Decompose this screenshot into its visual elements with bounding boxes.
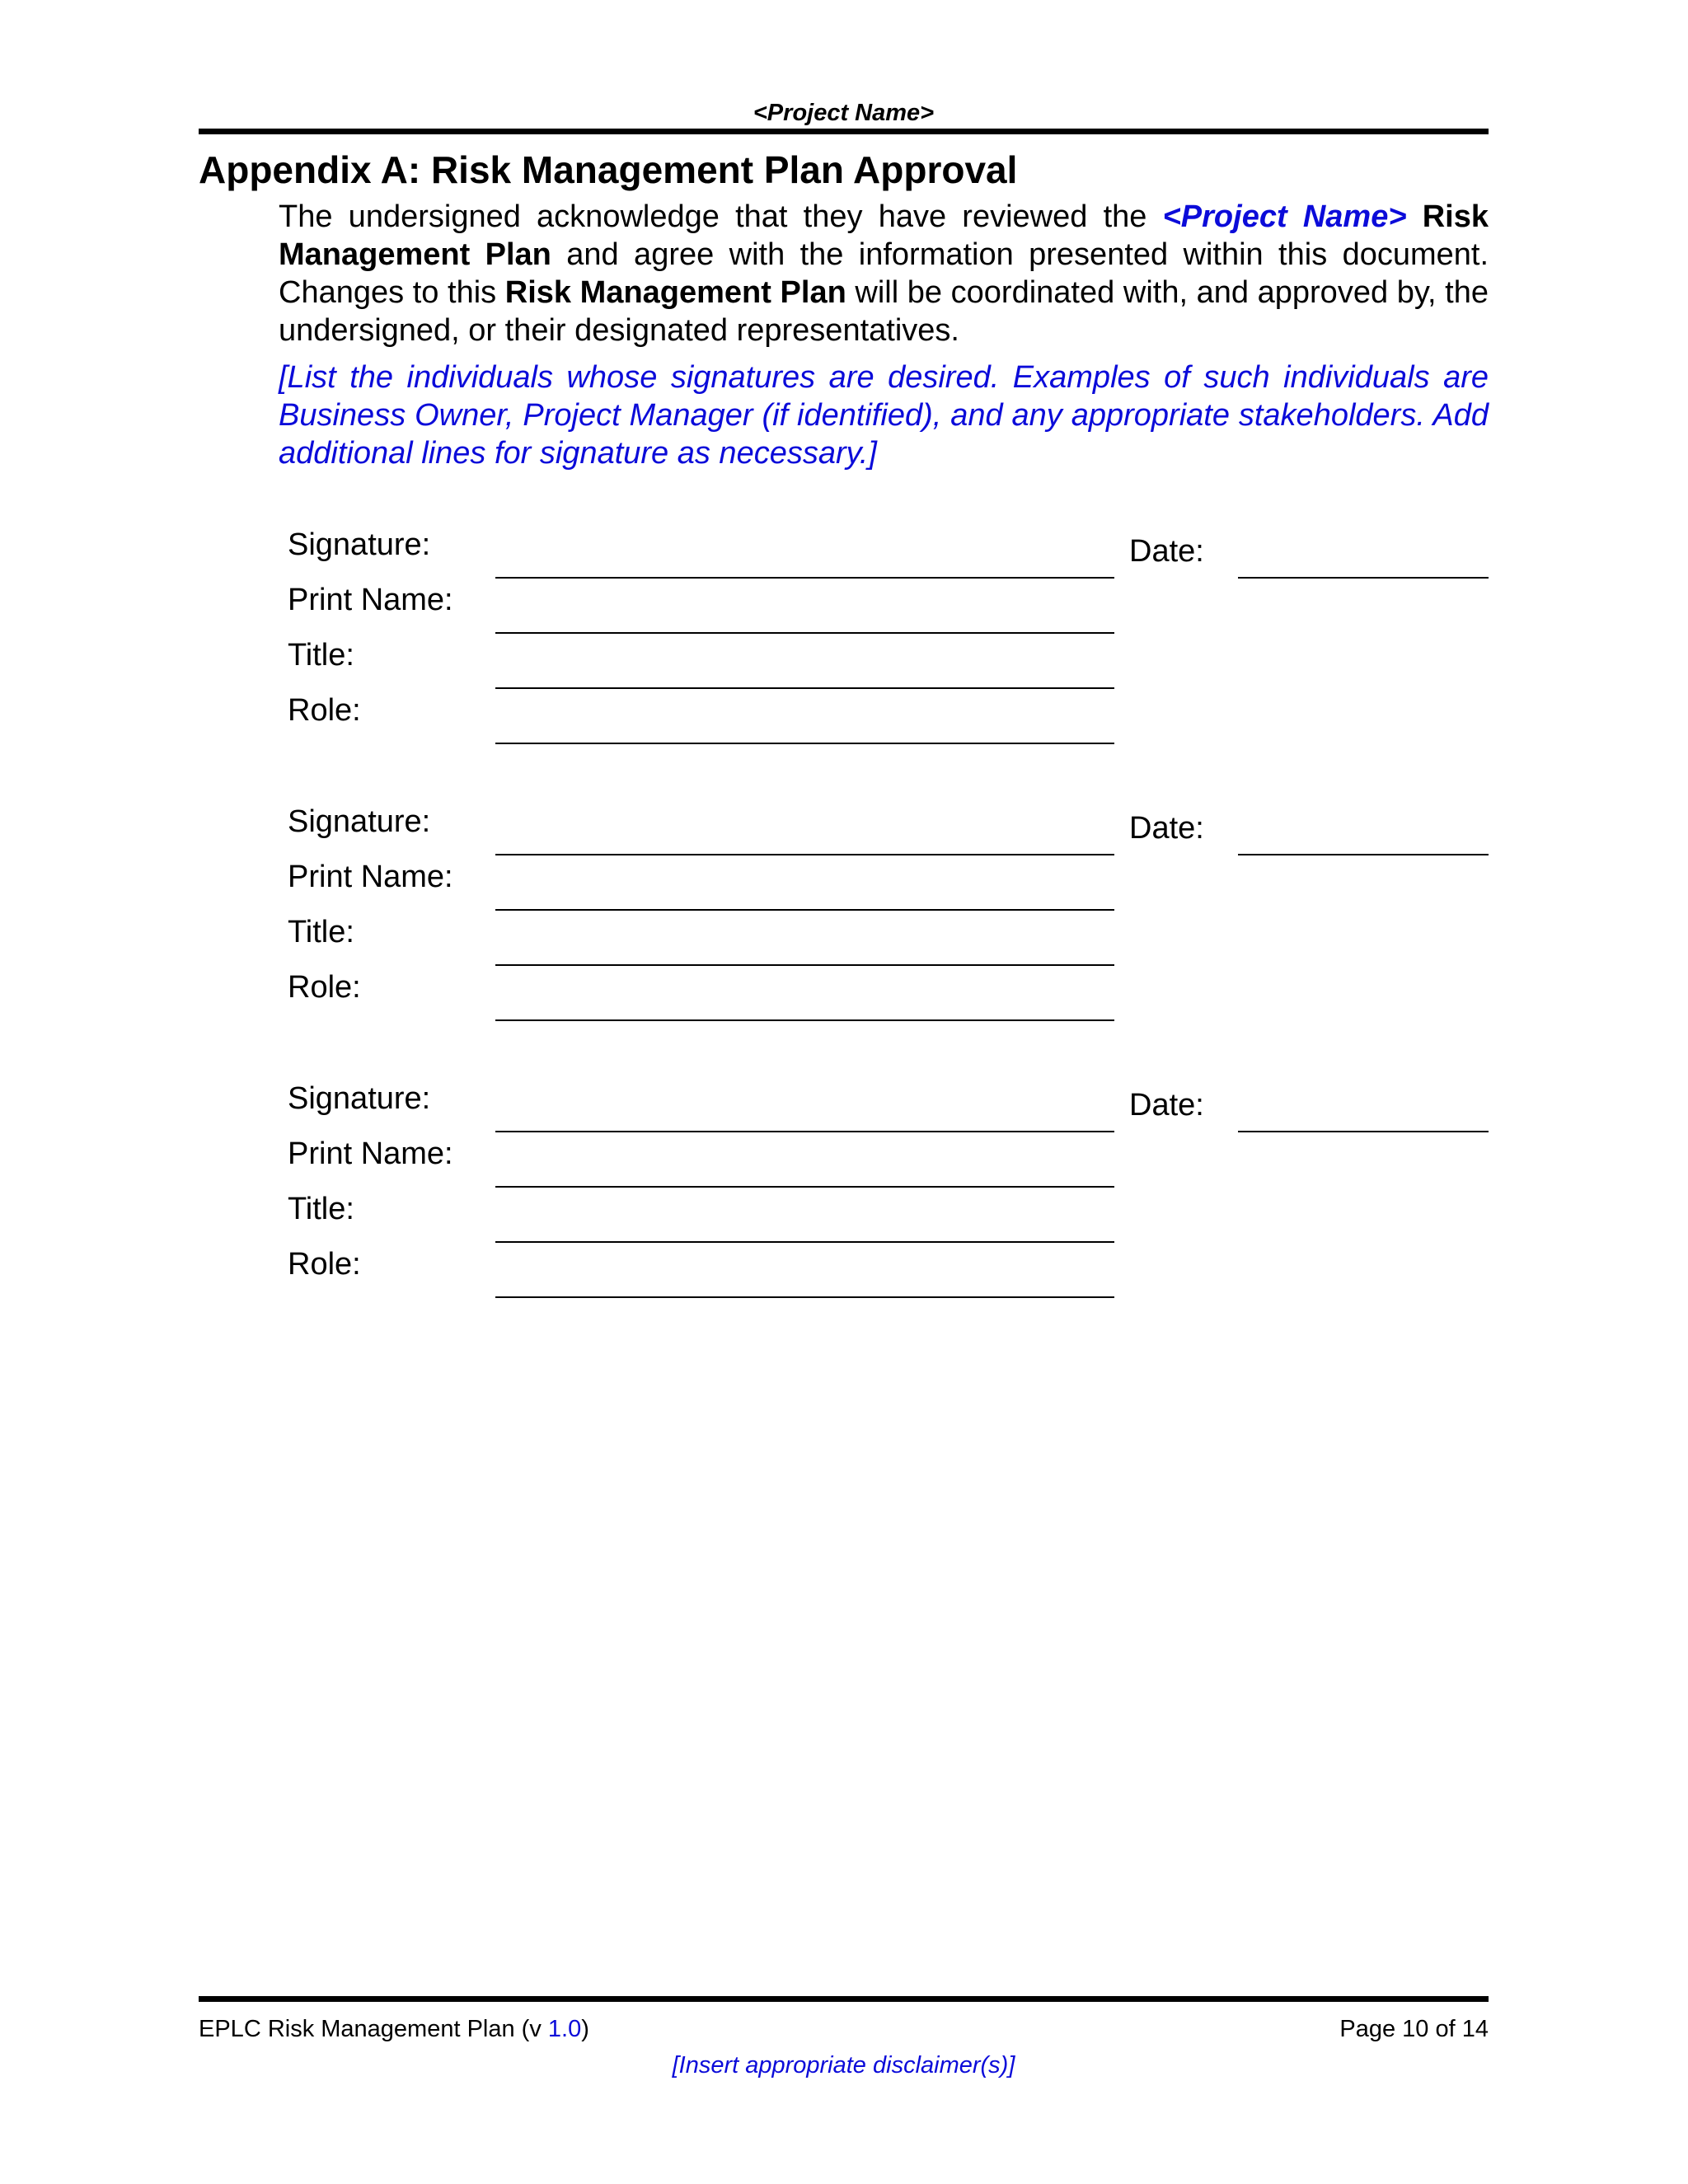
signature-line[interactable] xyxy=(495,1131,1114,1132)
footer-disclaimer: [Insert appropriate disclaimer(s)] xyxy=(672,2052,1015,2079)
instruction-paragraph: [List the individuals whose signatures are desired. Examples of such individuals are Business Owner, Project Manager (if identified), and any appropriate stakeholders. Add additional lines for signature as necessary.] xyxy=(279,360,1489,471)
date-label: Date: xyxy=(1129,811,1204,846)
signature-label: Signature: xyxy=(288,1081,431,1116)
signature-line[interactable] xyxy=(495,854,1114,855)
print-name-line[interactable] xyxy=(495,909,1114,911)
print-name-line[interactable] xyxy=(495,632,1114,634)
appendix-heading: Appendix A: Risk Management Plan Approval xyxy=(199,148,1018,191)
print-name-label: Print Name: xyxy=(288,860,453,894)
role-line[interactable] xyxy=(495,743,1114,744)
date-line[interactable] xyxy=(1238,577,1489,579)
title-label: Title: xyxy=(288,638,354,673)
signature-block xyxy=(0,1080,1688,1302)
footer-version: 1.0 xyxy=(547,2016,582,2042)
role-line[interactable] xyxy=(495,1296,1114,1298)
print-name-line[interactable] xyxy=(495,1186,1114,1188)
signature-label: Signature: xyxy=(288,527,431,562)
print-name-label: Print Name: xyxy=(288,1137,453,1171)
signature-block xyxy=(0,803,1688,1025)
date-label: Date: xyxy=(1129,534,1204,569)
title-label: Title: xyxy=(288,1192,354,1226)
running-header-project-name: <Project Name> xyxy=(753,100,935,126)
intro-text-4: will be coordinated with, and approved by, the undersigned, or their designated representatives. xyxy=(279,275,1489,348)
date-line[interactable] xyxy=(1238,854,1489,855)
footer-doc-title xyxy=(199,2014,589,2044)
footer-page-number: Page 10 of 14 xyxy=(1339,2016,1489,2042)
title-line[interactable] xyxy=(495,964,1114,966)
intro-plan-name: Risk Management Plan xyxy=(279,199,1489,272)
signature-block xyxy=(0,526,1688,748)
print-name-label: Print Name: xyxy=(288,583,453,617)
footer-doc-title-text: EPLC Risk Management Plan (v xyxy=(199,2016,548,2042)
role-line[interactable] xyxy=(495,1019,1114,1021)
intro-plan-name-2: Risk Management Plan xyxy=(504,275,846,310)
title-line[interactable] xyxy=(495,687,1114,689)
intro-paragraph xyxy=(279,198,1489,349)
title-label: Title: xyxy=(288,915,354,949)
signature-line[interactable] xyxy=(495,577,1114,579)
role-label: Role: xyxy=(288,1247,361,1282)
role-label: Role: xyxy=(288,693,361,728)
title-line[interactable] xyxy=(495,1241,1114,1243)
footer-doc-title-end: ) xyxy=(581,2016,589,2042)
date-label: Date: xyxy=(1129,1088,1204,1122)
header-rule xyxy=(199,129,1489,134)
intro-project-name-placeholder: <Project Name> xyxy=(1162,199,1407,234)
intro-text-3: and agree with the information presented within this document. Changes to this xyxy=(279,237,1489,310)
date-line[interactable] xyxy=(1238,1131,1489,1132)
signature-label: Signature: xyxy=(288,804,431,839)
intro-text-2 xyxy=(1407,199,1423,234)
role-label: Role: xyxy=(288,970,361,1005)
footer-rule xyxy=(199,1996,1489,2002)
intro-text-1: The undersigned acknowledge that they have reviewed the xyxy=(279,199,1163,234)
